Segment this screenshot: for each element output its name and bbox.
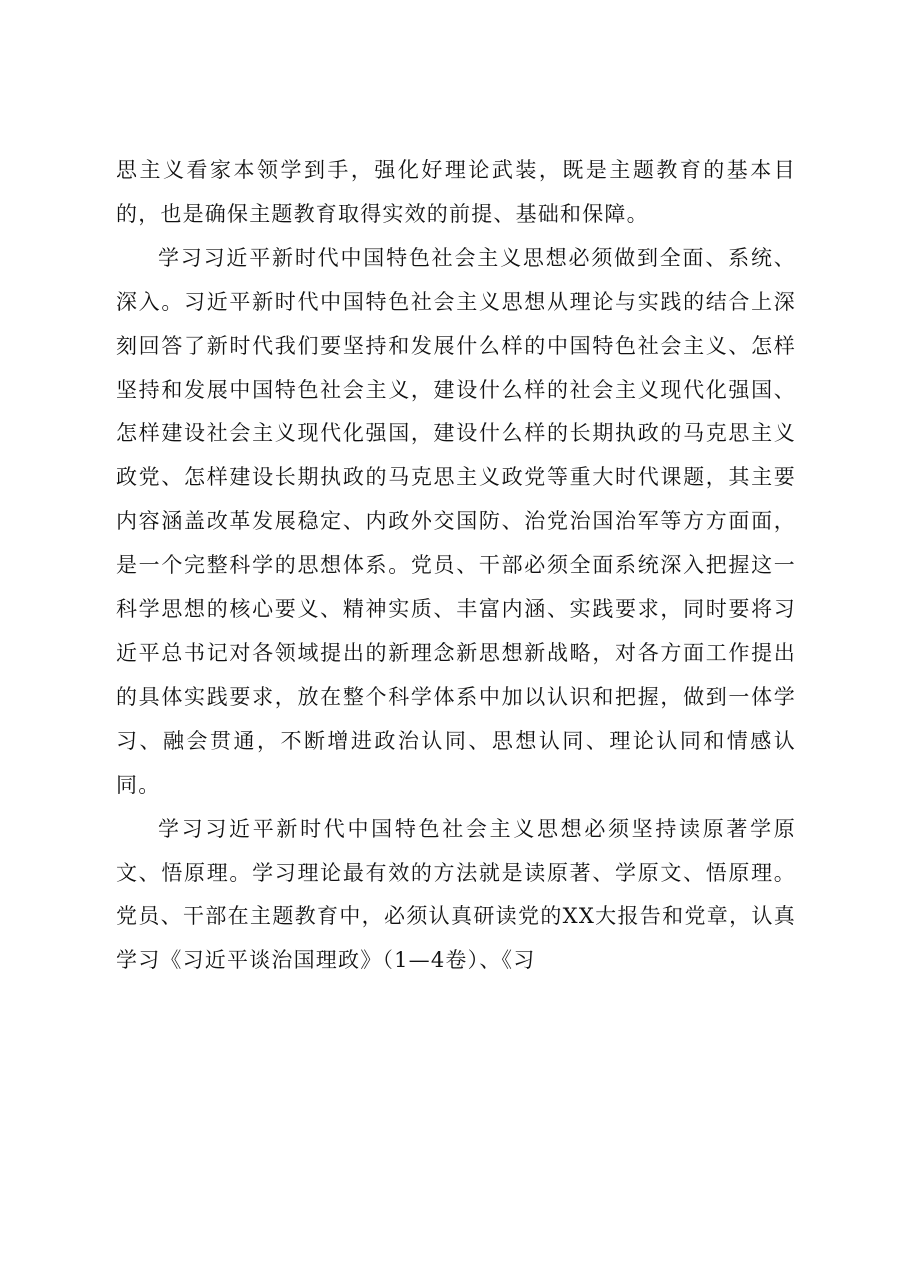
document-body: [116, 149, 796, 983]
paragraph-2: 学习习近平新时代中国特色社会主义思想必须做到全面、系统、深入。习近平新时代中国特色社会主义思想从理论与实践的结合上深刻回答了新时代我们要坚持和发展什么样的中国特色社会主义、怎样坚持和发展中国特色社会主义，建设什么样的社会主义现代化强国、怎样建设社会主义现代化强国，建设什么样的长期执政的马克思主义政党、怎样建设长期执政的马克思主义政党等重大时代课题，其主要内容涵盖改革发展稳定、内政外交国防、治党治国治军等方方面面，是一个完整科学的思想体系。党员、干部必须全面系统深入把握这一科学思想的核心要义、精神实质、丰富内涵、实践要求，同时要将习近平总书记对各领域提出的新理念新思想新战略，对各方面工作提出的具体实践要求，放在整个科学体系中加以认识和把握，做到一体学习、融会贯通，不断增进政治认同、思想认同、理论认同和情感认同。: [116, 245, 796, 797]
paragraph-1: 思主义看家本领学到手，强化好理论武装，既是主题教育的基本目的，也是确保主题教育取得实效的前提、基础和保障。: [116, 158, 796, 226]
paragraph-3: 学习习近平新时代中国特色社会主义思想必须坚持读原著学原文、悟原理。学习理论最有效的方法就是读原著、学原文、悟原理。党员、干部在主题教育中，必须认真研读党的XX大报告和党章，认真学习《习近平谈治国理政》（1—4卷）、《习: [116, 816, 796, 973]
